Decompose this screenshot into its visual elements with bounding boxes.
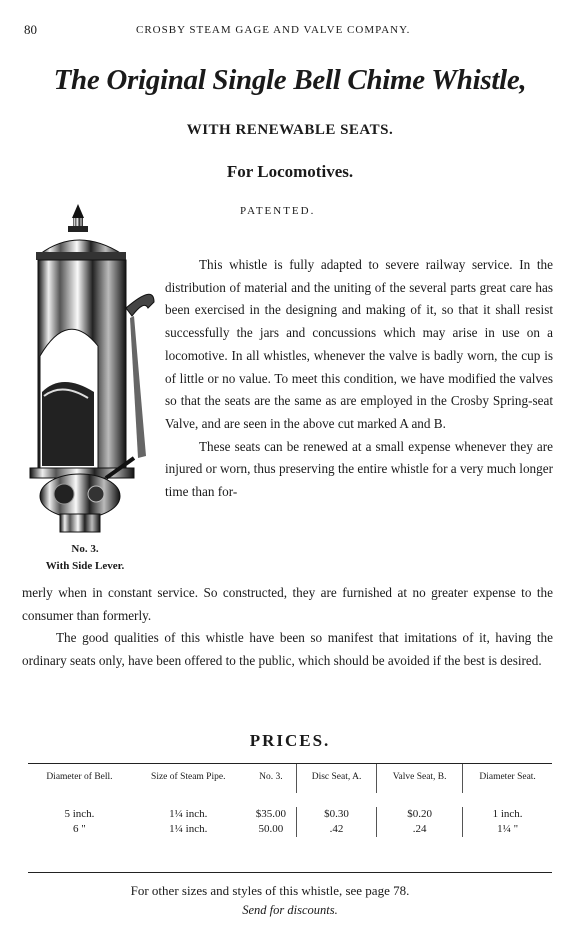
figure-number: No. 3.	[71, 543, 99, 555]
table-cell: $35.00	[255, 808, 286, 820]
price-table-header	[28, 764, 552, 793]
col-diameter-of-bell: Diameter of Bell.	[46, 772, 113, 782]
table-cell: .24	[377, 822, 463, 837]
subtitle: WITH RENEWABLE SEATS.	[186, 122, 394, 138]
running-head: CROSBY STEAM GAGE AND VALVE COMPANY.	[136, 24, 411, 36]
page-title: The Original Single Bell Chime Whistle,	[53, 64, 527, 96]
footer-discounts: Send for discounts.	[242, 903, 338, 917]
table-cell: 5 inch.	[64, 808, 95, 820]
table-row	[28, 807, 552, 822]
subtitle-locomotives: For Locomotives.	[226, 162, 354, 181]
col-disc-seat: Disc Seat, A.	[297, 764, 377, 793]
table-cell: 6 "	[73, 823, 86, 835]
whistle-engraving-icon	[22, 196, 162, 534]
paragraph-2-start: These seats can be renewed at a small expense whenever they are injured or worn, thus preserving the entire whistle for a very much longer time than for-	[165, 438, 553, 500]
figure-caption	[30, 541, 140, 575]
col-valve-seat: Valve Seat, B.	[377, 764, 463, 793]
table-cell: $0.30	[297, 807, 377, 822]
table-row	[28, 822, 552, 837]
description-full-width	[22, 582, 553, 673]
description-column	[165, 254, 553, 504]
col-diameter-seat: Diameter Seat.	[463, 764, 552, 793]
table-cell: 1¼ inch.	[169, 823, 208, 835]
table-cell: $0.20	[377, 807, 463, 822]
whistle-illustration	[22, 196, 162, 534]
table-cell: 1 inch.	[463, 807, 552, 822]
table-cell: 50.00	[258, 823, 284, 835]
footer-note: For other sizes and styles of this whistle, see page 78.	[130, 883, 410, 898]
patented-label: PATENTED.	[240, 205, 316, 217]
price-table	[28, 763, 552, 873]
col-size-of-steam-pipe: Size of Steam Pipe.	[151, 772, 226, 782]
paragraph-1: This whistle is fully adapted to severe railway service. In the distribution of material and the uniting of the several parts great care has been exercised in the designing and making of it, so that it shall resist successfully the jars and concussions which may arise in use on a locomotive. In all whistles, whenever the valve is badly worn, the cup is of little or no value. To meet this condition, we have modified the valves so that the seats are the same as are employed in the Crosby Spring-seat Valve, and are seen in the above cut marked A and B.	[165, 257, 553, 431]
table-cell: .42	[297, 822, 377, 837]
paragraph-3: The good qualities of this whistle have been so manifest that imitations of it, having the ordinary seats only, have been offered to the public, which should be avoided if the best is desired.	[22, 630, 553, 669]
figure-description: With Side Lever.	[45, 560, 125, 572]
prices-heading: PRICES.	[249, 731, 331, 750]
page-number: 80	[24, 22, 37, 37]
table-cell: 1¼ inch.	[169, 808, 208, 820]
table-cell: 1¼ "	[463, 822, 552, 837]
paragraph-2-end: merly when in constant service. So constructed, they are furnished at no greater expense to the consumer than formerly.	[22, 585, 553, 623]
col-no-3: No. 3.	[259, 772, 283, 782]
